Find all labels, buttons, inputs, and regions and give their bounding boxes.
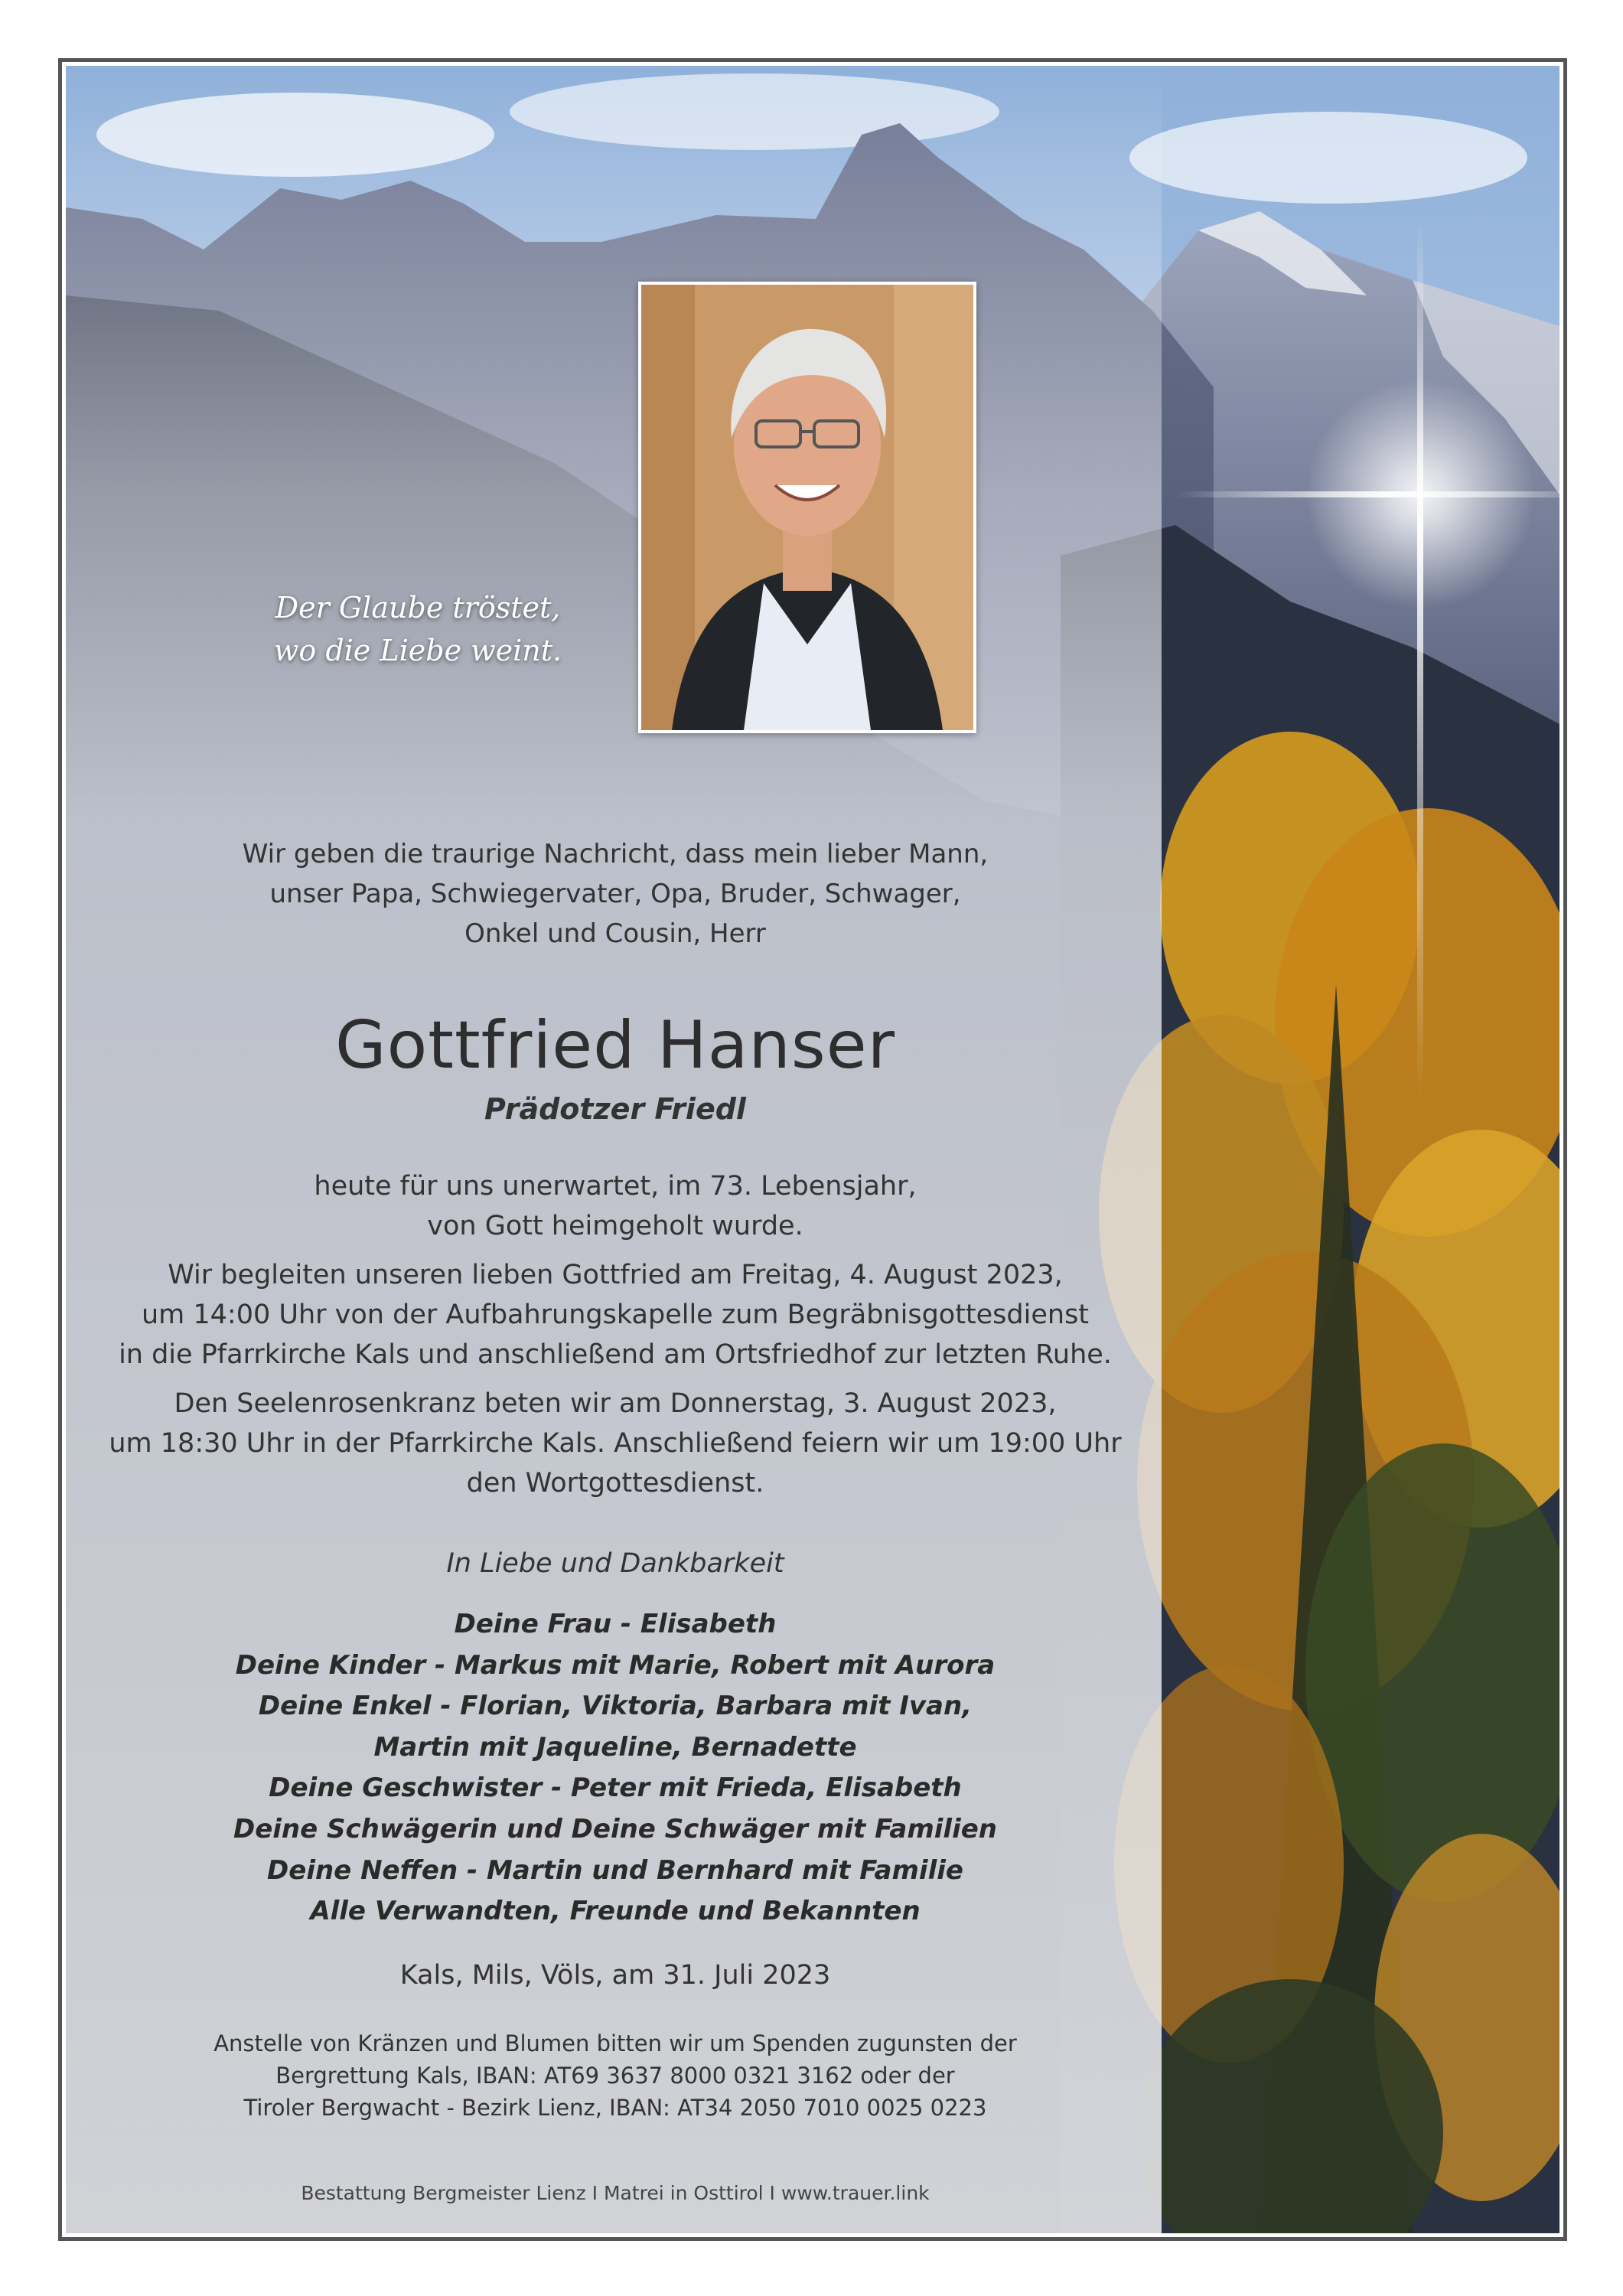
message-line: Wir begleiten unseren lieben Gottfried am Freitag, 4. August 2023, bbox=[168, 1260, 1063, 1290]
family-line: Deine Geschwister - Peter mit Frieda, Elisabeth bbox=[269, 1773, 962, 1804]
parte-frame bbox=[58, 58, 1567, 2241]
family-line: Alle Verwandten, Freunde und Bekannten bbox=[310, 1896, 921, 1927]
message-line: in die Pfarrkirche Kals und anschließend am Ortsfriedhof zur letzten Ruhe. bbox=[119, 1339, 1112, 1370]
family-line: Deine Kinder - Markus mit Marie, Robert mit Aurora bbox=[235, 1649, 996, 1681]
gratitude-line: In Liebe und Dankbarkeit bbox=[446, 1548, 784, 1579]
intro-line: unser Papa, Schwiegervater, Opa, Bruder, Schwager, bbox=[269, 879, 961, 909]
funeral-details bbox=[66, 1255, 1165, 1375]
intro-text bbox=[66, 834, 1165, 954]
message-line: von Gott heimgeholt wurde. bbox=[427, 1211, 803, 1241]
family-line: Deine Enkel - Florian, Viktoria, Barbara mit Ivan, bbox=[258, 1691, 973, 1722]
family-line: Deine Neffen - Martin und Bernhard mit Familie bbox=[267, 1854, 963, 1886]
family-line: Deine Frau - Elisabeth bbox=[454, 1609, 777, 1639]
note-line: Anstelle von Kränzen und Blumen bitten wir um Spenden zugunsten der bbox=[213, 2030, 1017, 2056]
message-line: den Wortgottesdienst. bbox=[466, 1468, 764, 1499]
donation-note bbox=[66, 2027, 1165, 2124]
intro-line: Onkel und Cousin, Herr bbox=[464, 918, 766, 949]
message-line: Den Seelenrosenkranz beten wir am Donnerstag, 3. August 2023, bbox=[174, 1388, 1057, 1419]
note-line: Tiroler Bergwacht - Bezirk Lienz, IBAN: AT34 2050 7010 0025 0223 bbox=[243, 2095, 987, 2121]
quote-line: Der Glaube tröstet, bbox=[275, 591, 561, 625]
consolation-quote bbox=[188, 586, 647, 672]
family-line: Martin mit Jaqueline, Bernadette bbox=[373, 1731, 857, 1763]
message-line: heute für uns unerwartet, im 73. Lebensjahr, bbox=[314, 1171, 917, 1202]
family-list bbox=[66, 1604, 1165, 1932]
note-line: Bergrettung Kals, IBAN: AT69 3637 8000 0321 3162 oder der bbox=[275, 2063, 955, 2089]
place-and-date: Kals, Mils, Völs, am 31. Juli 2023 bbox=[399, 1960, 831, 1991]
portrait-image bbox=[641, 285, 973, 730]
undertaker-footer: Bestattung Bergmeister Lienz I Matrei in Osttirol I www.trauer.link bbox=[301, 2182, 930, 2204]
death-message bbox=[66, 1166, 1165, 1246]
family-line: Deine Schwägerin und Deine Schwäger mit Familien bbox=[233, 1813, 998, 1844]
rosary-details bbox=[66, 1384, 1165, 1503]
nickname: Prädotzer Friedl bbox=[484, 1092, 746, 1126]
intro-line: Wir geben die traurige Nachricht, dass mein lieber Mann, bbox=[242, 839, 989, 869]
message-line: um 14:00 Uhr von der Aufbahrungskapelle zum Begräbnisgottesdienst bbox=[141, 1300, 1090, 1330]
portrait-photo bbox=[638, 282, 976, 733]
quote-line: wo die Liebe weint. bbox=[273, 634, 562, 667]
text-panel bbox=[66, 66, 1162, 2233]
message-line: um 18:30 Uhr in der Pfarrkirche Kals. Anschließend feiern wir um 19:00 Uhr bbox=[109, 1428, 1122, 1459]
deceased-name: Gottfried Hanser bbox=[334, 1007, 895, 1084]
